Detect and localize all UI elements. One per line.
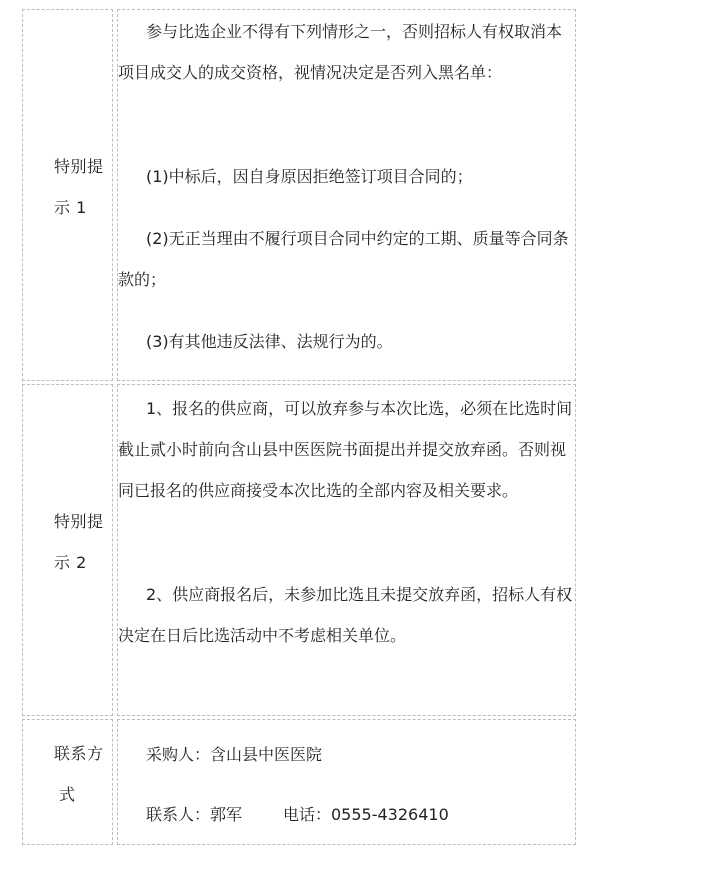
special-note-1-label-cell <box>22 9 113 381</box>
special-note-1-item-1: (1)中标后，因自身原因拒绝签订项目合同的； <box>146 167 473 186</box>
contact-person-text: 联系人：郭军 <box>146 805 243 824</box>
contact-label-cell <box>22 719 113 845</box>
special-note-1-item-2: (2)无正当理由不履行项目合同中约定的工期、质量等合同条款的； <box>118 229 569 289</box>
special-note-2-paragraph-1: 1、报名的供应商，可以放弃参与本次比选，必须在比选时间截止贰小时前向含山县中医医院书面提出并提交放弃函。否则视同已报名的供应商接受本次比选的全部内容及相关要求。 <box>118 399 573 500</box>
contact-label-line1: 联系方 <box>54 744 104 763</box>
contact-content-cell <box>117 719 576 845</box>
special-note-1-row <box>22 9 576 381</box>
special-note-2-row <box>22 384 576 716</box>
contact-label-line2: 式 <box>59 785 76 804</box>
special-note-2-paragraph-2: 2、供应商报名后，未参加比选且未提交放弃函，招标人有权决定在日后比选活动中不考虑相关单位。 <box>118 585 573 645</box>
special-note-2-content-cell <box>117 384 576 716</box>
special-note-2-label-cell <box>22 384 113 716</box>
special-note-1-label-line2: 示 1 <box>54 198 87 217</box>
special-note-2-label-line2: 示 2 <box>54 553 87 572</box>
contact-row <box>22 719 576 845</box>
special-note-1-item-3: (3)有其他违反法律、法规行为的。 <box>146 332 393 351</box>
special-note-1-intro: 参与比选企业不得有下列情形之一，否则招标人有权取消本项目成交人的成交资格，视情况决定是否列入黑名单： <box>118 22 563 82</box>
special-note-1-label-line1: 特别提 <box>54 157 104 176</box>
special-note-1-content-cell <box>117 9 576 381</box>
phone-text: 电话：0555-4326410 <box>283 805 449 824</box>
special-note-2-label-line1: 特别提 <box>54 512 104 531</box>
notice-table <box>22 9 576 845</box>
purchaser-text: 采购人：含山县中医医院 <box>146 745 323 764</box>
